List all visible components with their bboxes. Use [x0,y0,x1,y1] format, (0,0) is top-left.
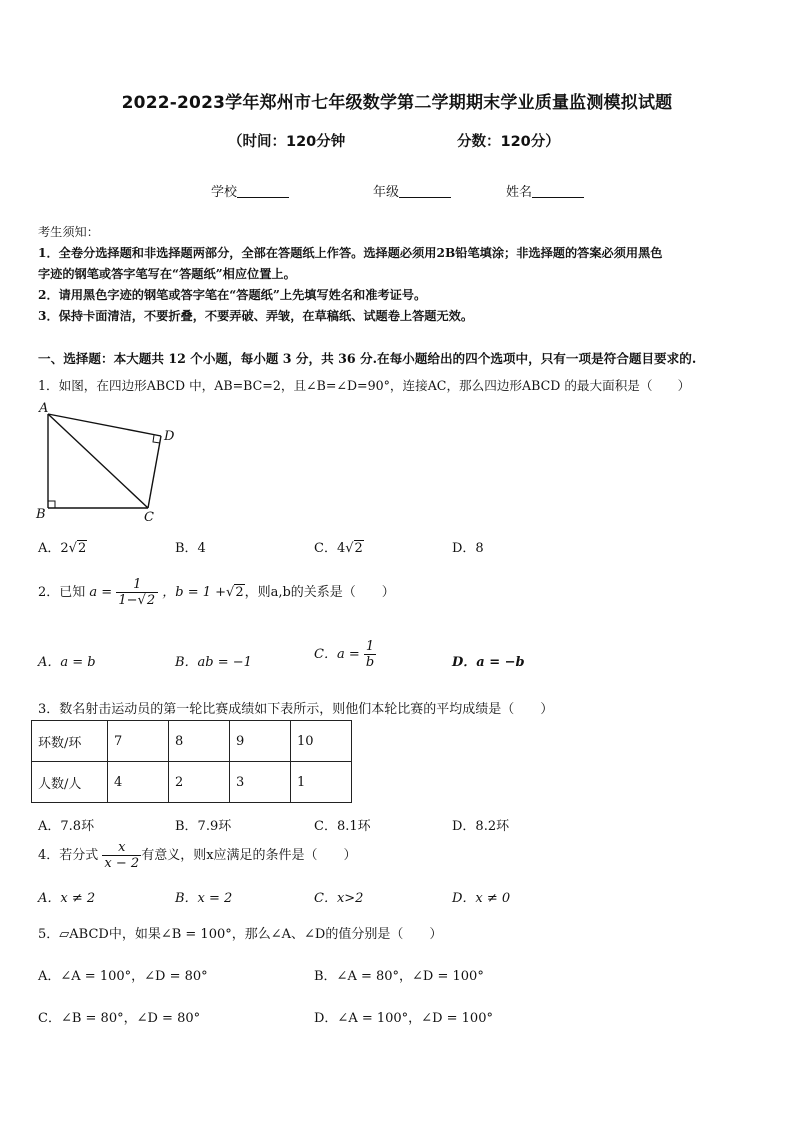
right-angle-b [48,501,55,508]
grade-label: 年级 [373,185,400,200]
q1-option-c[interactable]: C．4√2 [314,541,363,556]
q2-a-lhs: a = [89,585,113,600]
q2-den-pre: 1− [118,593,138,608]
q2-option-d[interactable]: D．a = −b [452,655,525,670]
q3-stem: 3．数名射击运动员的第一轮比赛成绩如下表所示，则他们本轮比赛的平均成绩是（ ） [38,702,554,717]
table-cell: 2 [169,762,230,803]
q3-option-d[interactable]: D．8.2环 [452,819,510,834]
q1-option-a[interactable]: A．2√2 [38,541,87,556]
q5-option-a[interactable]: A．∠A = 100°，∠D = 80° [38,969,208,984]
q4-stem [38,840,357,871]
q1-option-c-text: C．4 [314,541,346,556]
segment-cd [148,436,161,508]
exam-title: 2022-2023学年郑州市七年级数学第二学期期末学业质量监测模拟试题 [121,93,673,113]
q1-option-b[interactable]: B．4 [175,541,206,556]
q2-option-c-num: 1 [364,639,376,655]
note-1b: 字迹的钢笔或答字笔写在“答题纸”相应位置上。 [38,267,296,281]
q4-option-d[interactable]: D．x ≠ 0 [452,891,511,906]
name-blank [532,184,584,198]
table-row [32,762,352,803]
q2-option-a[interactable]: A．a = b [38,655,96,670]
q2-pre: 2．已知 [38,585,86,600]
school-blank [237,184,289,198]
q2-fraction [116,577,158,608]
q4-fraction-den: x − 2 [104,856,140,871]
q1-option-c-radicand: 2 [354,541,363,556]
q2-den-rad: 2 [146,593,156,608]
notes-heading: 考生须知： [38,225,99,239]
school-field [211,181,289,200]
q4-post: 有意义，则x应满足的条件是（ ） [141,848,357,863]
q2-option-b[interactable]: B．ab = −1 [175,655,252,670]
q1-stem: 1．如图，在四边形ABCD 中，AB=BC=2，且∠B=∠D=90°，连接AC，那么四边形ABCD 的最大面积是（ ） [38,378,691,393]
q5-option-d[interactable]: D．∠A = 100°，∠D = 100° [314,1011,493,1026]
q2-fraction-num: 1 [116,577,158,593]
grade-blank [399,184,451,198]
table-cell: 3 [230,762,291,803]
q2-option-c-den: b [365,655,375,670]
q3-option-a[interactable]: A．7.8环 [38,819,95,834]
table-cell: 环数/环 [32,721,108,762]
q4-option-c[interactable]: C．x>2 [314,891,364,906]
q2-option-c-fraction [364,639,376,670]
table-row [32,721,352,762]
table-cell: 4 [108,762,169,803]
q2-option-c[interactable] [314,639,376,670]
q3-option-c[interactable]: C．8.1环 [314,819,371,834]
q4-fraction-num: x [102,840,141,856]
q5-stem: 5．▱ABCD中，如果∠B = 100°，那么∠A、∠D的值分别是（ ） [38,927,443,942]
q2-b-lhs: ，b = 1 + [162,585,227,600]
segment-da [48,414,161,436]
grade-field [373,181,451,200]
table-cell: 1 [291,762,352,803]
exam-score: 分数：120分） [457,134,560,150]
q4-pre: 4．若分式 [38,848,99,863]
q2-stem: 2．已知 a = $\frac{1}{1-√2}$ ，b = 1 +√2，则a,b的关系是（ ） [38,577,395,608]
q3-option-b[interactable]: B．7.9环 [175,819,232,834]
vertex-label-d: D [164,429,175,444]
segment-ac [48,414,148,508]
vertex-label-a: A [39,401,49,416]
table-cell: 8 [169,721,230,762]
q1-option-d[interactable]: D．8 [452,541,484,556]
name-label: 姓名 [506,185,533,200]
q2-b-rad: 2 [235,585,244,600]
note-2: 2．请用黑色字迹的钢笔或答字笔在“答题纸”上先填写姓名和准考证号。 [38,288,427,302]
q4-option-a[interactable]: A．x ≠ 2 [38,891,96,906]
q2-option-c-text: C．a = [314,647,360,662]
table-cell: 9 [230,721,291,762]
q2-post: ，则a,b的关系是（ ） [244,585,395,600]
school-label: 学校 [211,185,238,200]
section-heading: 一、选择题：本大题共 12 个小题，每小题 3 分，共 36 分.在每小题给出的四个选项中，只有一项是符合题目要求的. [38,351,697,366]
note-3: 3．保持卡面清洁，不要折叠，不要弄破、弄皱，在草稿纸、试题卷上答题无效。 [38,309,474,323]
table-cell: 10 [291,721,352,762]
table-cell: 人数/人 [32,762,108,803]
q4-option-b[interactable]: B．x = 2 [175,891,233,906]
q1-option-a-text: A．2 [38,541,69,556]
name-field [506,181,584,200]
q1-option-a-radicand: 2 [77,541,87,556]
note-1a: 1．全卷分选择题和非选择题两部分，全部在答题纸上作答。选择题必须用2B铅笔填涂；非选择题的答案必须用黑色 [38,246,663,260]
q5-option-b[interactable]: B．∠A = 80°，∠D = 100° [314,969,484,984]
vertex-label-c: C [144,510,154,524]
exam-time: （时间：120分钟 [228,134,346,150]
table-cell: 7 [108,721,169,762]
score-table [31,720,352,803]
q2-fraction-den: 1−√2 [118,593,156,608]
q1-figure [30,398,190,524]
vertex-label-b: B [36,507,46,522]
q4-fraction [102,840,141,871]
q5-option-c[interactable]: C．∠B = 80°，∠D = 80° [38,1011,201,1026]
